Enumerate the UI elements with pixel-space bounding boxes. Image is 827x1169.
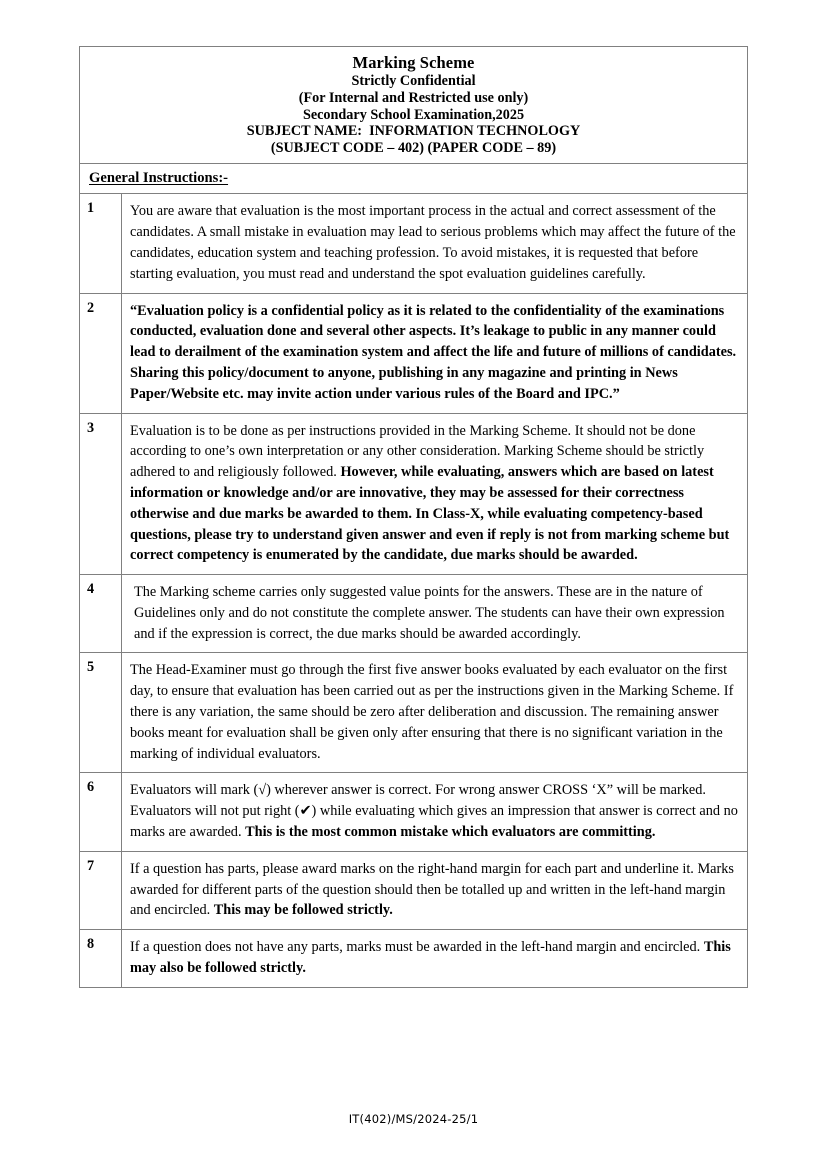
instruction-text xyxy=(122,293,748,413)
examination-name: Secondary School Examination,2025 xyxy=(302,106,525,123)
instruction-number: 6 xyxy=(80,773,122,851)
instruction-number: 1 xyxy=(80,194,122,293)
page-footer: IT(402)/MS/2024-25/1 xyxy=(348,1112,479,1126)
instruction-text xyxy=(122,413,748,575)
instruction-text-bold: However, while evaluating, answers which are based on latest information or knowledge and/or are innovative, they may be assessed for their correctness otherwise and due marks be awarded to them. In Class-X, while evaluating competency-based questions, please try to understand given answer and even if reply is not from marking scheme but correct competency is enumerated by the candidate, due marks should be awarded. xyxy=(130,464,730,564)
instruction-text-bold: This may also be followed strictly. xyxy=(130,939,731,977)
instruction-row xyxy=(80,194,748,293)
instruction-text-normal: The Marking scheme carries only suggested value points for the answers. These are in the nature of Guidelines only and do not constitute the complete answer. The students can have their own expression and if the expression is correct, the due marks should be awarded accordingly. xyxy=(134,584,725,642)
instruction-row xyxy=(80,851,748,929)
instruction-text xyxy=(122,653,748,773)
instruction-row xyxy=(80,293,748,413)
section-heading: General Instructions:- xyxy=(89,170,229,187)
instruction-row xyxy=(80,653,748,773)
instruction-number: 5 xyxy=(80,653,122,773)
general-instructions-row xyxy=(80,164,748,194)
instruction-text xyxy=(122,575,748,653)
instruction-text xyxy=(122,194,748,293)
instruction-number: 8 xyxy=(80,930,122,988)
instruction-number: 7 xyxy=(80,851,122,929)
instruction-text-normal: The Head-Examiner must go through the first five answer books evaluated by each evaluator on the first day, to ensure that evaluation has been carried out as per the instructions given in the Marking Scheme. If there is any variation, the same should be zero after deliberation and discussion. The remaining answer books meant for evaluation shall be given only after ensuring that there is no significant variation in the marking of individual evaluators. xyxy=(130,662,734,762)
instruction-text-normal: If a question does not have any parts, marks must be awarded in the left-hand margin and encircled. xyxy=(130,939,704,956)
instruction-text-normal: If a question has parts, please award marks on the right-hand margin for each part and underline it. Marks awarded for different parts of the question should then be totalled up and written in the left-hand margin and encircled. xyxy=(130,860,734,919)
instruction-row xyxy=(80,575,748,653)
instruction-row xyxy=(80,930,748,988)
instruction-row xyxy=(80,413,748,575)
instruction-number: 3 xyxy=(80,413,122,575)
confidential-note: Strictly Confidential xyxy=(351,73,476,90)
general-instructions-cell xyxy=(80,164,748,194)
instruction-text-normal: You are aware that evaluation is the most important process in the actual and correct assessment of the candidates. A small mistake in evaluation may lead to serious problems which may affect the future of the candidates, education system and teaching profession. To avoid mistakes, it is requested that before starting evaluation, you must read and understand the spot evaluation guidelines carefully. xyxy=(130,203,736,282)
subject-name: SUBJECT NAME: INFORMATION TECHNOLOGY xyxy=(246,123,581,140)
instruction-text-normal: Evaluation is to be done as per instructions provided in the Marking Scheme. It should not be done according to one’s own interpretation or any other consideration. Marking Scheme should be strictly adhered to and religiously followed. xyxy=(130,422,705,481)
document-header xyxy=(80,47,748,164)
instruction-text xyxy=(122,930,748,988)
instruction-row xyxy=(80,773,748,851)
instruction-text-normal: Evaluators will mark (√) wherever answer is correct. For wrong answer CROSS ‘X” will be marked. Evaluators will not put right (✔) while evaluating which gives an impression that answer is correct and no marks are awarded. xyxy=(130,782,738,841)
page-title: Marking Scheme xyxy=(352,53,475,72)
subject-paper-codes: (SUBJECT CODE – 402) (PAPER CODE – 89) xyxy=(270,139,557,156)
instruction-text-bold: “Evaluation policy is a confidential policy as it is related to the confidentiality of the examinations conducted, evaluation done and several other aspects. It’s leakage to public in any manner could lead to derailment of the examination system and affect the life and future of millions of candidates. Sharing this policy/document to anyone, publishing in any magazine and printing in News Paper/Website etc. may invite action under various rules of the Board and IPC.” xyxy=(130,302,737,402)
marking-scheme-table xyxy=(79,46,748,988)
instruction-text xyxy=(122,773,748,851)
instruction-text-bold: This is the most common mistake which evaluators are committing. xyxy=(245,824,656,841)
instruction-number: 2 xyxy=(80,293,122,413)
instruction-text xyxy=(122,851,748,929)
table-body xyxy=(80,47,748,988)
usage-note: (For Internal and Restricted use only) xyxy=(298,89,529,106)
instruction-text-bold: This may be followed strictly. xyxy=(213,902,393,919)
instruction-number: 4 xyxy=(80,575,122,653)
header-row xyxy=(80,47,748,164)
